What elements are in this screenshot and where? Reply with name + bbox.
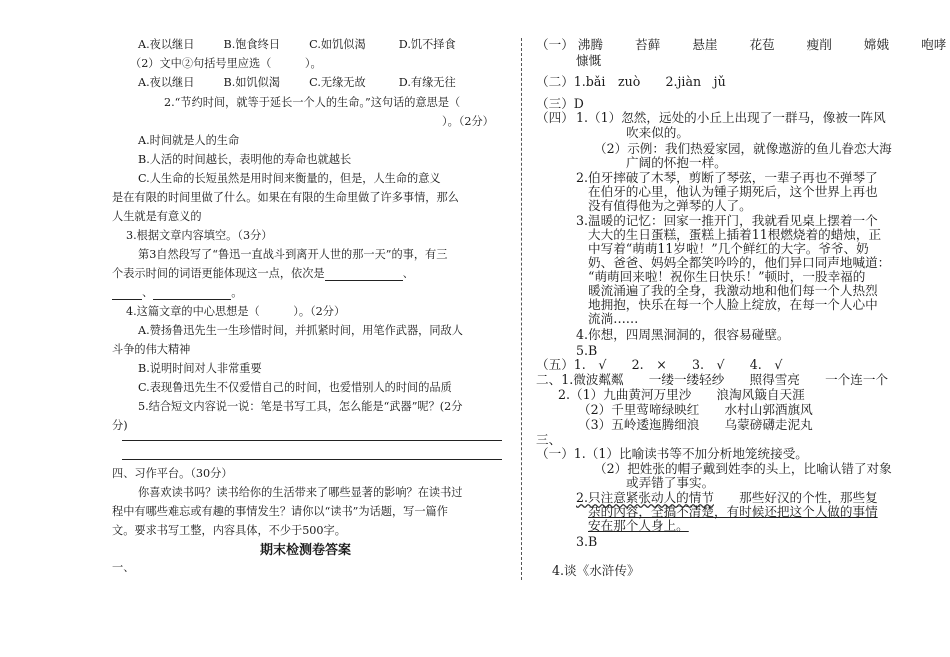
- answer-part4-label: （四）: [536, 110, 574, 125]
- q3-body-line2: 个表示时间的词语更能体现这一点，依次是 、: [112, 267, 414, 280]
- q2-option-c-line2: 是在有限的时间里做了什么。如果在有限的生命里做了许多事情，那么: [112, 191, 459, 204]
- answer-4-1-1: 1.（1）忽然，远处的小丘上出现了一群马，像被一阵风: [576, 110, 886, 125]
- answer-line[interactable]: [122, 459, 502, 460]
- answer-4-3-cont: “萌萌回来啦！祝你生日快乐！”顿时，一股幸福的: [588, 269, 866, 284]
- answer-4-3-cont: 大大的生日蛋糕，蛋糕上插着11根燃烧着的蜡烛，正: [588, 227, 882, 242]
- answer-4-2: 2.伯牙摔破了木琴，剪断了琴弦，一辈子再也不弹琴了: [576, 170, 878, 185]
- answer-4-3-cont: 暖流涌遍了我的全身，我激动地和他们每一个人热烈: [588, 283, 878, 298]
- q1-sub2-options-row: [138, 76, 456, 89]
- section4-line2: 程中有哪些难忘或有趣的事情发生？请你以“读书”为话题，写一篇作: [112, 505, 448, 518]
- answer-section1: 一、: [112, 561, 135, 574]
- answer-4-3-cont: 流淌……: [588, 311, 639, 326]
- q2-option-a: A.时间就是人的生命: [138, 134, 240, 147]
- answer-part1: （一） 沸腾 苔藓 悬崖 花苞 瘦削 嫦娥 咆哮: [536, 37, 947, 52]
- answer-4-3-cont: 奶、爸爸、妈妈全都笑吟吟的，他们异口同声地喊道：: [588, 255, 891, 270]
- answer-4-3-cont: 地拥抱，快乐在每一个人脸上绽放，在每一个人心中: [588, 297, 878, 312]
- answer-section2-2-2: （2）千里莺啼绿映红 水村山郭酒旗风: [578, 402, 813, 417]
- q2-option-c-line3: 人生就是有意义的: [112, 210, 202, 223]
- q4-option-a-line2: 斗争的伟大精神: [112, 343, 191, 356]
- answer-section2-2-3: （3）五岭逶迤腾细浪 乌蒙磅礴走泥丸: [578, 417, 813, 432]
- answer-part1-last: 慷慨: [576, 53, 602, 68]
- option-b: B.饱食终日: [223, 38, 281, 51]
- answer-line[interactable]: [122, 440, 502, 441]
- column-divider: [521, 38, 522, 580]
- answer-4-1-2-cont: 广阔的怀抱一样。: [626, 155, 727, 170]
- answer-blank[interactable]: [325, 267, 403, 281]
- answer-part3: （三）D: [536, 96, 584, 111]
- q1-options-row: [138, 38, 456, 51]
- section4-title: 四、习作平台。（30分）: [112, 467, 233, 480]
- section4-line1: 你喜欢读书吗？读书给你的生活带来了哪些显著的影响？在读书过: [138, 486, 463, 499]
- answer-section3-1-1: （一）1.（1）比喻读书等不加分析地笼统接受。: [536, 446, 808, 461]
- answer-title: 期末检测卷答案: [260, 543, 352, 558]
- answer-4-4: 4.你想，四周黑洞洞的，很容易碰壁。: [576, 327, 790, 342]
- answer-section3-1-2: （2）把姓张的帽子戴到姓李的头上，比喻认错了对象: [594, 461, 892, 476]
- option-d: D.饥不择食: [398, 38, 456, 51]
- q3-stem: 3.根据文章内容填空。（3分）: [126, 229, 273, 242]
- q5-stem-line2: 分): [112, 419, 128, 432]
- answer-section3-label: 三、: [536, 432, 562, 447]
- q3-body-line1: 第3自然段写了“鲁迅一直战斗到离开人世的那一天”的事，有三: [138, 248, 448, 261]
- q5-stem-line1: 5.结合短文内容说一说：笔是书写工具，怎么能是“武器”呢？(2分: [138, 400, 463, 413]
- q2-stem: 2.“节约时间，就等于延长一个人的生命。”这句话的意思是（: [164, 96, 461, 109]
- option-a: A.夜以继日: [138, 38, 195, 51]
- q2-option-c-line1: C.人生命的长短虽然是用时间来衡量的，但是，人生命的意义: [138, 172, 441, 185]
- option-c: C.无缘无故: [309, 76, 366, 89]
- answer-4-3: 3.温暖的记忆：回家一推开门，我就看见桌上摆着一个: [576, 213, 878, 228]
- answer-section3-2: 2.只注意紧张动人的情节 那些好汉的个性，那些复: [576, 490, 878, 505]
- q4-stem: 4.这篇文章的中心思想是（ ）。（2分）: [126, 305, 346, 318]
- answer-blank[interactable]: [112, 286, 142, 300]
- q2-option-b: B.人活的时间越长，表明他的寿命也就越长: [138, 153, 352, 166]
- answer-4-3-cont: 中写着“萌萌11岁啦！”几个鲜红的大字。爷爷、奶: [588, 241, 869, 256]
- answer-section3-4: 4.谈《水浒传》: [552, 563, 640, 578]
- section4-line3: 文。要求书写工整，内容具体，不少于500字。: [112, 524, 346, 537]
- answer-section2-1: 二、1.微波粼粼 一缕一缕轻纱 照得雪亮 一个连一个: [536, 372, 889, 387]
- option-d: D.有缘无往: [398, 76, 456, 89]
- answer-section3-2-cont: 杂的內容，全搞不清楚，有时候还把这个人做的事情: [588, 504, 878, 519]
- answer-4-1-2: （2）示例：我们热爱家园，就像遨游的鱼儿眷恋大海: [594, 141, 892, 156]
- answer-section2-2-1: 2.（1）九曲黄河万里沙 浪淘风簸自天涯: [558, 387, 805, 402]
- q1-sub2-stem: （2）文中②句括号里应选（ ）。: [130, 57, 322, 70]
- answer-4-5: 5.B: [576, 343, 598, 358]
- option-a: A.夜以继日: [138, 76, 195, 89]
- answer-4-2-cont: 没有值得他为之弹琴的人了。: [588, 198, 752, 213]
- q4-option-a-line1: A.赞扬鲁迅先生一生珍惜时间，并抓紧时间，用笔作武器，同敌人: [138, 324, 463, 337]
- option-c: C.如饥似渴: [309, 38, 366, 51]
- answer-4-2-cont: 在伯牙的心里，他认为锺子期死后，这个世界上再也: [588, 184, 878, 199]
- answer-part2: （二）1.bǎi zuò 2.jiàn jǔ: [536, 74, 726, 89]
- answer-section3-3: 3.B: [576, 534, 598, 549]
- q4-option-b: B.说明时间对人非常重要: [138, 362, 262, 375]
- answer-blank[interactable]: [153, 286, 231, 300]
- answer-4-1-1-cont: 吹来似的。: [626, 125, 689, 140]
- q2-stem-end: ）。（2分）: [442, 115, 494, 128]
- answer-section3-1-2-cont: 或弄错了事实。: [626, 475, 715, 490]
- option-b: B.如饥似渴: [223, 76, 281, 89]
- q4-option-c: C.表现鲁迅先生不仅爱惜自己的时间，也爱惜别人的时间的品质: [138, 381, 452, 394]
- answer-section3-2-cont: 安在那个人身上。: [588, 518, 689, 533]
- q3-body-line3: 、 。: [112, 286, 242, 300]
- answer-part5: （五）1. √ 2. × 3. √ 4. √: [536, 357, 783, 372]
